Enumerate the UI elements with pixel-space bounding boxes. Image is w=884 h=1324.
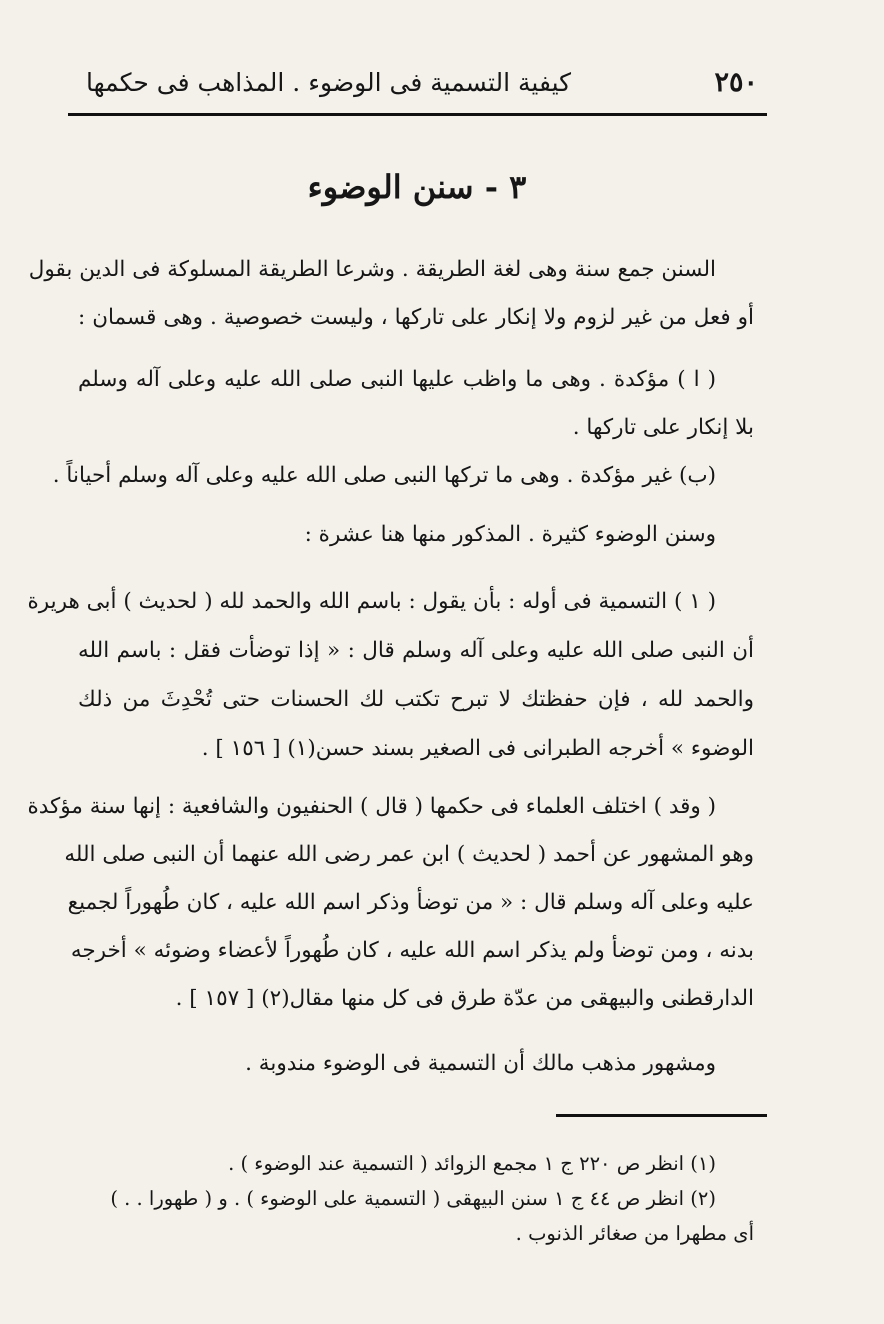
paragraph-definition bbox=[28, 253, 754, 334]
paragraph-maliki bbox=[78, 1047, 754, 1080]
paragraph-tasmiya bbox=[27, 585, 754, 765]
section-title: ٣ - سنن الوضوء bbox=[307, 168, 527, 206]
text-line: الوضوء » أخرجه الطبرانى فى الصغير بسند حسن(١) [ ١٥٦ ] . bbox=[201, 736, 754, 761]
text-line: أن النبى صلى الله عليه وعلى آله وسلم قال : « إذا توضأت فقل : باسم الله bbox=[78, 638, 754, 663]
running-header bbox=[70, 62, 764, 102]
paragraph-scholars-opinion bbox=[27, 790, 754, 1015]
text-line: بدنه ، ومن توضأ ولم يذكر اسم الله عليه ، كان طُهوراً لأعضاء وضوئه » أخرجه bbox=[70, 938, 754, 963]
paragraph-muakkada bbox=[78, 363, 754, 444]
text-line: بلا إنكار على تاركها . bbox=[572, 415, 754, 440]
text-line: ( ا ) مؤكدة . وهى ما واظب عليها النبى صلى الله عليه وعلى آله وسلم bbox=[78, 367, 716, 392]
text-line: أو فعل من غير لزوم ولا إنكار على تاركها ، وليست خصوصية . وهى قسمان : bbox=[78, 305, 754, 330]
text-line: وسنن الوضوء كثيرة . المذكور منها هنا عشرة : bbox=[304, 522, 716, 547]
text-line: والحمد لله ، فإن حفظتك لا تبرح تكتب لك الحسنات حتى تُحْدِثَ من ذلك bbox=[78, 687, 754, 712]
footnote-2: (٢) انظر ص ٤٤ ج ١ سنن البيهقى ( التسمية على الوضوء ) . و ( طهورا . . ) bbox=[110, 1187, 716, 1210]
running-title: كيفية التسمية فى الوضوء . المذاهب فى حكمها bbox=[86, 67, 572, 97]
text-line: وهو المشهور عن أحمد ( لحديث ) ابن عمر رضى الله عنهما أن النبى صلى الله bbox=[64, 842, 754, 867]
header-rule bbox=[68, 113, 767, 116]
page-number: ٢٥٠ bbox=[714, 66, 758, 98]
text-line: ومشهور مذهب مالك أن التسمية فى الوضوء مندوبة . bbox=[245, 1051, 716, 1076]
footnote-rule bbox=[556, 1114, 767, 1117]
text-line: الدارقطنى والبيهقى من عدّة طرق فى كل منها مقال(٢) [ ١٥٧ ] . bbox=[175, 986, 754, 1011]
footnote-1: (١) انظر ص ٢٢٠ ج ١ مجمع الزوائد ( التسمية عند الوضوء ) . bbox=[228, 1152, 716, 1175]
text-line: ( وقد ) اختلف العلماء فى حكمها ( قال ) الحنفيون والشافعية : إنها سنة مؤكدة bbox=[27, 794, 716, 819]
text-line: ( ١ ) التسمية فى أوله : بأن يقول : باسم الله والحمد لله ( لحديث ) أبى هريرة bbox=[27, 589, 716, 614]
footnotes bbox=[78, 1148, 754, 1249]
text-line: السنن جمع سنة وهى لغة الطريقة . وشرعا الطريقة المسلوكة فى الدين بقول bbox=[28, 257, 716, 282]
paragraph-sunan-count bbox=[78, 518, 754, 551]
paragraph-ghayr-muakkada bbox=[52, 459, 754, 492]
text-line: عليه وعلى آله وسلم قال : « من توضأ وذكر اسم الله عليه ، كان طُهوراً لجميع bbox=[67, 890, 754, 915]
text-line: (ب) غير مؤكدة . وهى ما تركها النبى صلى الله عليه وعلى آله وسلم أحياناً . bbox=[52, 463, 716, 488]
footnote-2-continuation: أى مطهرا من صغائر الذنوب . bbox=[515, 1222, 754, 1245]
